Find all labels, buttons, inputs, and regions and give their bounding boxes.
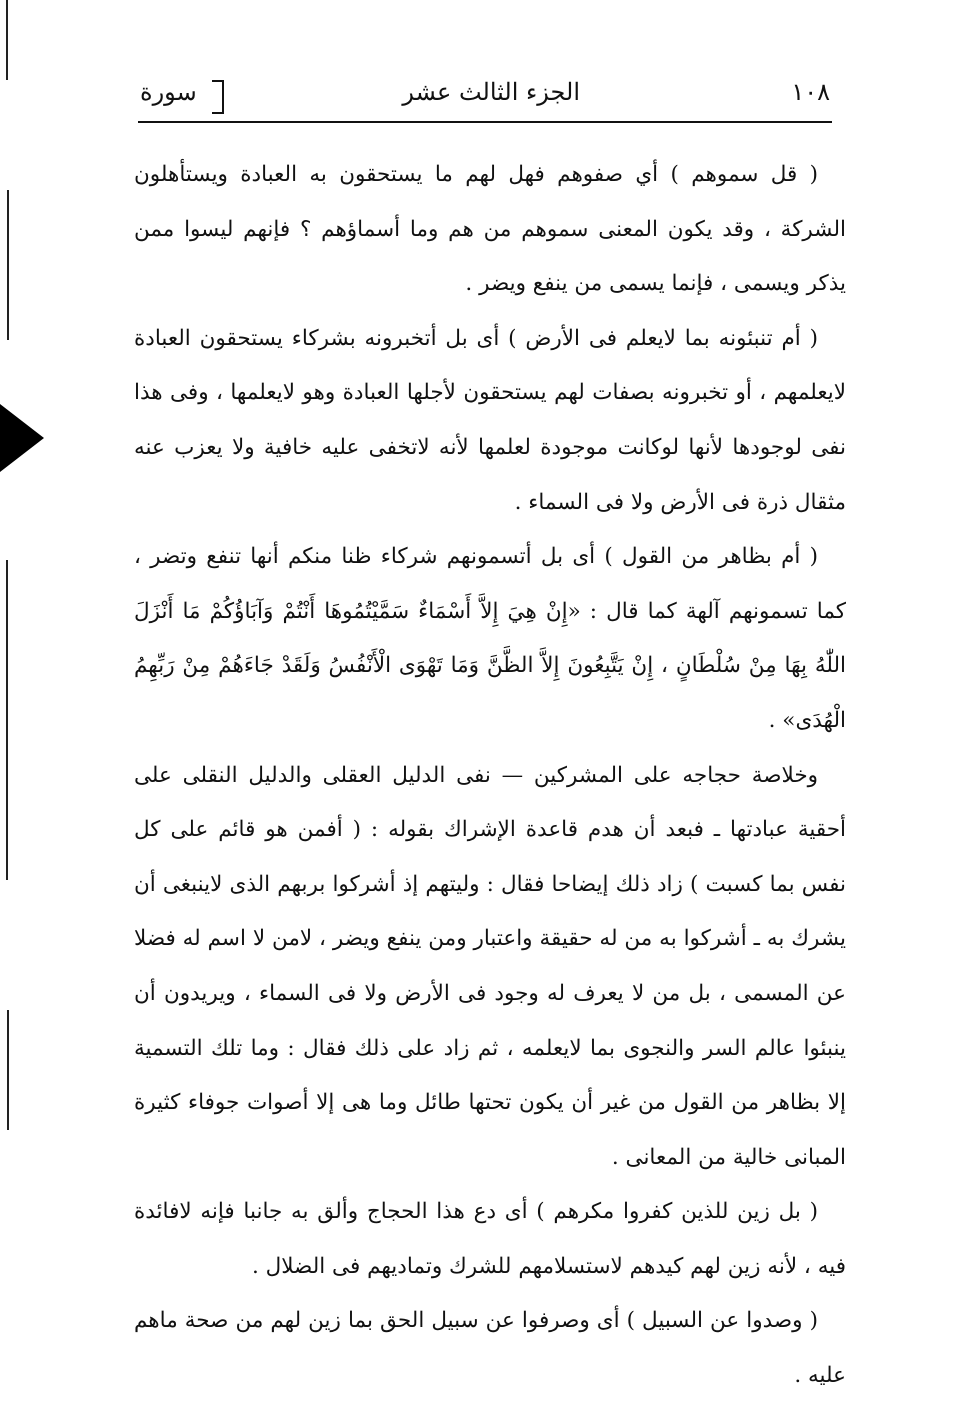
header-rule (138, 121, 832, 123)
surah-label: سورة (140, 78, 197, 106)
paragraph-inform-him: ( أم تنبئونه بما لايعلم فى الأرض ) أى بل أتخبرونه بشركاء يستحقون العبادة لايعلمهم ، أو تخبرونه بصفات لهم يستحقون لأجلها العبادة وهو لايعلمها ، وفى هذا نفى لوجودها لأنها لوكانت موجودة لعلمها لأنه لاتخفى عليه خافية ولا يعزب عنه مثقال ذرة فى الأرض ولا فى السماء . (134, 325, 846, 515)
paragraph-plotting-adorned: ( بل زين للذين كفروا مكرهم ) أى دع هذا الحجاج وألق به جانبا فإنه لافائدة فيه ، لأنه زين لهم كيدهم لاستسلامهم للشرك وتماديهم فى الضلال . (134, 1199, 846, 1279)
scan-edge-mark (0, 404, 44, 472)
scan-left-edge-line (6, 0, 8, 80)
scan-left-edge-line (7, 1010, 9, 1130)
paragraph-say-name-them: ( قل سموهم ) أي صفوهم فهل لهم ما يستحقون به العبادة ويستأهلون الشركة ، وقد يكون المعنى سموهم من هم وما أسماؤهم ؟ فإنهم ليسوا ممن يذكر ويسمى ، فإنما يسمى من ينفع ويضر . (134, 162, 846, 297)
page-header (140, 78, 830, 118)
page-number: ١٠٨ (791, 78, 830, 106)
scan-left-edge-line (6, 560, 8, 880)
page-body (134, 148, 846, 1404)
paragraph-apparent-saying: ( أم بظاهر من القول ) أى بل أتسمونهم شركاء ظنا منكم أنها تنفع وتضر ، كما تسمونهم آلهة كما قال : «إِنْ هِيَ إِلاَّ أَسْمَاءٌ سَمَّيْتُمُوهَا أَنْتُمْ وَآبَاؤُكُمْ مَا أَنْزَلَ اللّٰهُ بِهَا مِنْ سُلْطَانٍ ، إِنْ يَتَّبِعُونَ إِلاَّ الظَّنَّ وَمَا تَهْوَى الْأَنْفُسُ وَلَقَدْ جَاءَهُمْ مِنْ رَبِّهِمُ الْهُدَى» . (134, 544, 846, 733)
paragraph-turned-from-path: ( وصدوا عن السبيل ) أى وصرفوا عن سبيل الحق بما زين لهم من صحة ماهم عليه . (134, 1308, 846, 1389)
header-bracket (212, 80, 224, 114)
part-title: الجزء الثالث عشر (402, 78, 580, 106)
paragraph-summary: وخلاصة حجاجه على المشركين — نفى الدليل العقلى والدليل النقلى على أحقية عبادتها ـ فبعد أن هدم قاعدة الإشراك بقوله : ( أفمن هو قائم على كل نفس بما كسبت ) زاد ذلك إيضاحا فقال : وليتهم إذ أشركوا بربهم الذى لاينبغى أن يشرك به ـ أشركوا به من له حقيقة واعتبار ومن ينفع ويضر ، لامن لا اسم له فضلا عن المسمى ، بل من لا يعرف له وجود فى الأرض ولا فى السماء ، ويريدون أن ينبئوا عالم السر والنجوى بما لايعلمه ، ثم زاد على ذلك فقال : وما تلك التسمية إلا بظاهر من القول من غير أن يكون تحتها طائل وما هى إلا أصوات جوفاء كثيرة المبانى خالية من المعانى . (134, 762, 846, 1170)
scan-left-edge-line (7, 190, 9, 340)
